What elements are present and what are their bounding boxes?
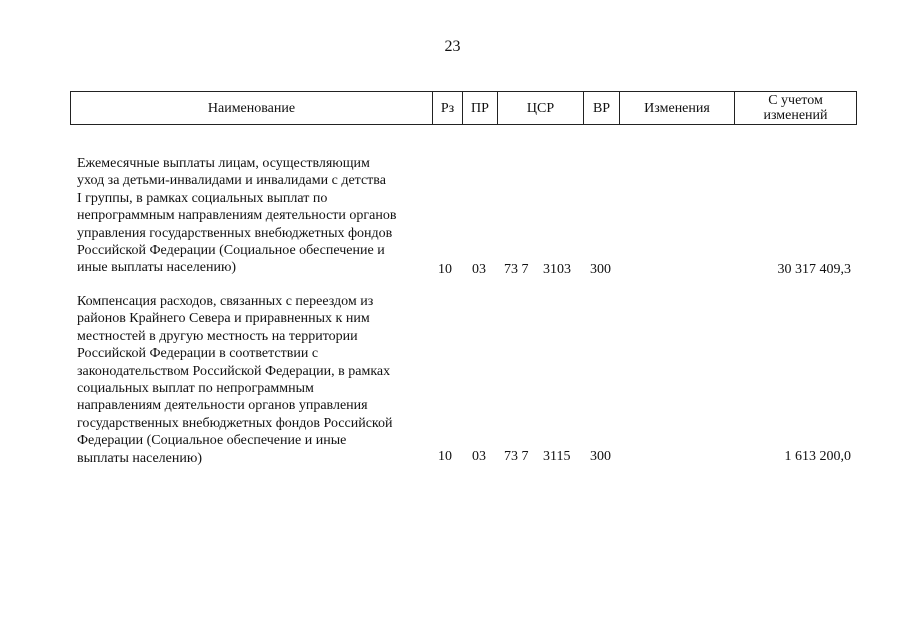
cell-vr: 300 (590, 262, 611, 277)
name-line: непрограммным направлениям деятельности органов (77, 208, 397, 224)
table-header (70, 91, 857, 125)
header-total-line2: изменений (763, 108, 828, 123)
name-line: социальных выплат по непрограммным (77, 381, 314, 397)
name-line: I группы, в рамках социальных выплат по (77, 190, 328, 206)
name-line: Федерации (Социальное обеспечение и иные (77, 433, 347, 449)
header-vr: ВР (583, 92, 619, 124)
header-csr: ЦСР (497, 92, 583, 124)
name-line: направлениям деятельности органов управления (77, 398, 368, 414)
name-line: управления государственных внебюджетных фондов (77, 225, 393, 241)
header-rz: Рз (432, 92, 462, 124)
name-line: Ежемесячные выплаты лицам, осуществляющим (77, 156, 370, 171)
header-changes: Изменения (619, 92, 734, 124)
cell-vr: 300 (590, 449, 611, 464)
name-line: районов Крайнего Севера и приравненных к ним (77, 311, 370, 327)
cell-rz: 10 (438, 449, 452, 464)
name-line: выплаты населению) (77, 450, 202, 466)
cell-pr: 03 (472, 449, 486, 464)
cell-csr-part2: 3103 (543, 262, 571, 277)
cell-csr-part1: 73 7 (504, 262, 529, 277)
name-line: Российской Федерации в соответствии с (77, 346, 319, 362)
cell-pr: 03 (472, 262, 486, 277)
name-line: Российской Федерации (Социальное обеспечение и (77, 243, 385, 259)
cell-rz: 10 (438, 262, 452, 277)
name-line: иные выплаты населению) (77, 260, 237, 276)
header-name: Наименование (207, 100, 296, 116)
row-name (77, 293, 427, 467)
name-line: государственных внебюджетных фондов Российской (77, 415, 393, 431)
cell-csr-part1: 73 7 (504, 449, 529, 464)
header-pr: ПР (462, 92, 497, 124)
cell-total: 1 613 200,0 (784, 449, 851, 464)
row-name (77, 155, 427, 277)
cell-total: 30 317 409,3 (777, 262, 851, 277)
cell-csr-part2: 3115 (543, 449, 571, 464)
page-number: 23 (444, 38, 461, 55)
name-line: Компенсация расходов, связанных с переездом из (77, 294, 374, 309)
name-line: местностей в другую местность на территории (77, 328, 358, 344)
name-line: уход за детьми-инвалидами и инвалидами с детства (77, 173, 386, 189)
header-total (734, 92, 856, 124)
header-total-line1: С учетом (768, 93, 823, 108)
name-line: законодательством Российской Федерации, в рамках (77, 363, 391, 379)
